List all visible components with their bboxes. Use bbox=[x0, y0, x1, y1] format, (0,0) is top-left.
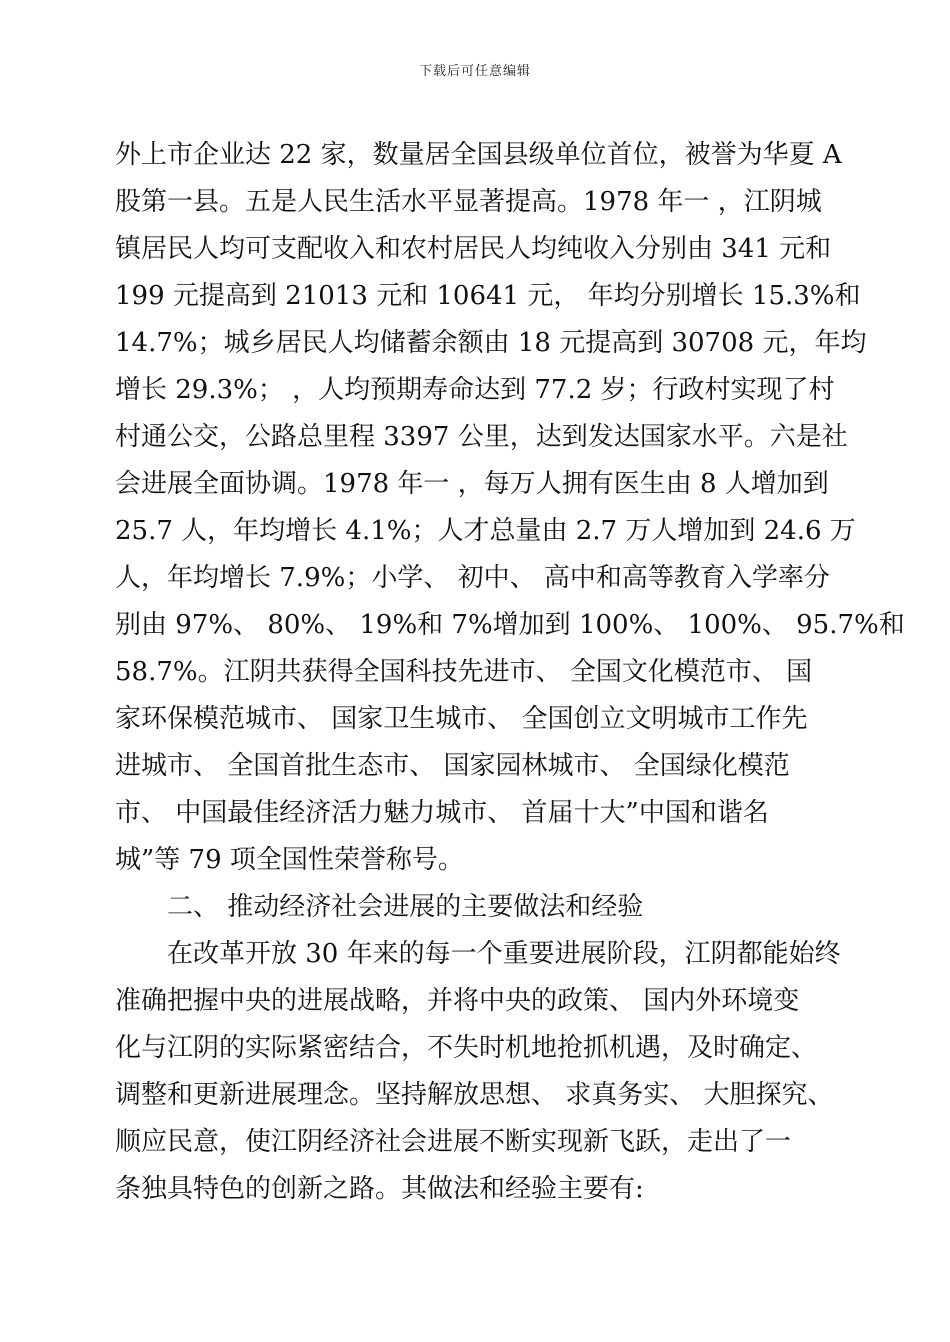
text-line: 化与江阴的实际紧密结合，不失时机地抢抓机遇，及时确定、 bbox=[115, 1033, 818, 1063]
text-line: 58.7%。江阴共获得全国科技先进市、 全国文化模范市、 国 bbox=[115, 657, 813, 687]
text-line: 增长 29.3%； ，人均预期寿命达到 77.2 岁；行政村实现了村 bbox=[115, 375, 835, 405]
text-line: 准确把握中央的进展战略，并将中央的政策、 国内外环境变 bbox=[115, 986, 800, 1016]
text-line: 条独具特色的创新之路。其做法和经验主要有: bbox=[115, 1174, 644, 1204]
text-line: 在改革开放 30 年来的每一个重要进展阶段，江阴都能始终 bbox=[115, 939, 841, 969]
text-line: 进城市、 全国首批生态市、 国家园林城市、 全国绿化模范 bbox=[115, 751, 790, 781]
text-line: 村通公交，公路总里程 3397 公里，达到发达国家水平。六是社 bbox=[115, 422, 848, 452]
text-line: 顺应民意，使江阴经济社会进展不断实现新飞跃，走出了一 bbox=[115, 1127, 792, 1157]
body-text bbox=[115, 132, 905, 1213]
section-heading: 二、 推动经济社会进展的主要做法和经验 bbox=[115, 892, 644, 922]
text-line: 市、 中国最佳经济活力魅力城市、 首届十大”中国和谐名 bbox=[115, 798, 769, 828]
text-line: 14.7%；城乡居民人均储蓄余额由 18 元提高到 30708 元，年均 bbox=[115, 328, 867, 358]
text-line: 家环保模范城市、 国家卫生城市、 全国创立文明城市工作先 bbox=[115, 704, 808, 734]
text-line: 调整和更新进展理念。坚持解放思想、 求真务实、 大胆探究、 bbox=[115, 1080, 834, 1110]
text-line: 镇居民人均可支配收入和农村居民人均纯收入分别由 341 元和 bbox=[115, 234, 832, 264]
text-line: 25.7 人，年均增长 4.1%；人才总量由 2.7 万人增加到 24.6 万 bbox=[115, 516, 856, 546]
text-line: 外上市企业达 22 家，数量居全国县级单位首位，被誉为华夏 A bbox=[115, 140, 842, 170]
text-line: 别由 97%、 80%、 19%和 7%增加到 100%、 100%、 95.7%和 bbox=[115, 610, 905, 640]
text-line: 股第一县。五是人民生活水平显著提高。1978 年一 ，江阴城 bbox=[115, 187, 822, 217]
text-line: 会进展全面协调。1978 年一 ，每万人拥有医生由 8 人增加到 bbox=[115, 469, 829, 499]
text-line: 城”等 79 项全国性荣誉称号。 bbox=[115, 845, 464, 875]
text-line: 199 元提高到 21013 元和 10641 元， 年均分别增长 15.3%和 bbox=[115, 281, 861, 311]
page-header: 下载后可任意编辑 bbox=[418, 64, 531, 79]
text-line: 人，年均增长 7.9%；小学、 初中、 高中和高等教育入学率分 bbox=[115, 563, 830, 593]
